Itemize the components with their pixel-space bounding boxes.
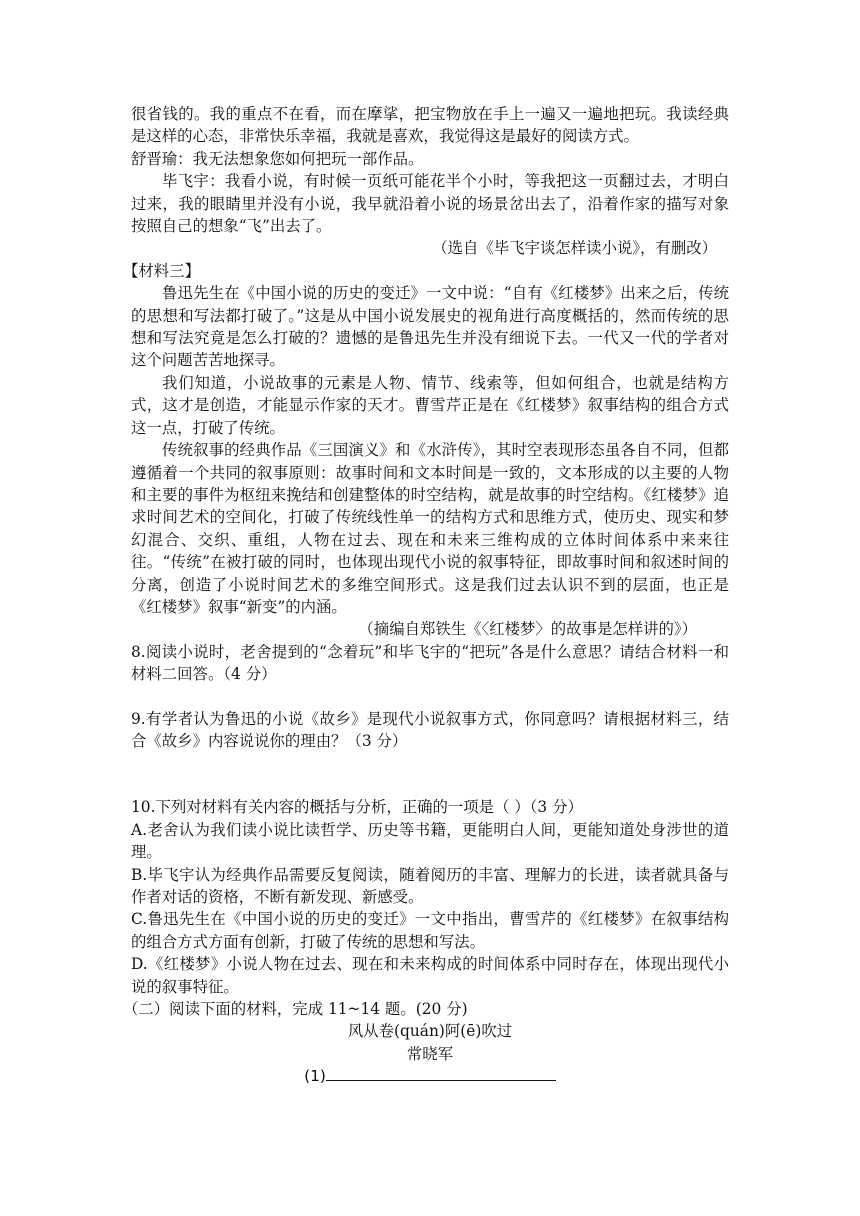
option-a: A.老舍认为我们读小说比读哲学、历史等书籍，更能明白人间，更能知道处身涉世的道理。 [131,820,729,862]
answer-blank[interactable] [326,1066,556,1081]
article-author: 常晓军 [406,1044,454,1063]
option-b: B.毕飞宇认为经典作品需要反复阅读，随着阅历的丰富、理解力的长进，读者就具备与作者对话的资格，不断有新发现、新感受。 [131,865,729,906]
paragraph-material-3-b: 我们知道，小说故事的元素是人物、情节、线索等，但如何组合，也就是结构方式，这才是创造，才能显示作家的天才。曹雪芹正是在《红楼梦》叙事结构的组合方式这一点，打破了传统。 [131,373,729,437]
answer-blank-line [131,1065,729,1087]
question-10: 10.下列对材料有关内容的概括与分析，正确的一项是（ ）（3 分） [131,798,583,817]
paragraph-material-3-a: 鲁迅先生在《中国小说的历史的变迁》一文中说：“自有《红楼梦》出来之后，传统的思想和写法都打破了。”这是从中国小说发展史的视角进行高度概括的，然而传统的思想和写法究竟是怎么打破的？遗憾的是鲁迅先生并没有细说下去。一代又一代的学者对这个问题苦苦地探寻。 [131,284,729,370]
answer-blank-label: (1) [304,1067,326,1086]
paragraph-interview-question: 舒晋瑜：我无法想象您如何把玩一部作品。 [131,149,424,168]
question-8: 8.阅读小说时，老舍提到的“念着玩”和毕飞宇的“把玩”各是什么意思？请结合材料一和材料二回答。（4 分） [131,642,729,684]
article-title: 风从卷(quán)阿(ē)吹过 [347,1022,513,1041]
question-9: 9.有学者认为鲁迅的小说《故乡》是现代小说叙事方式，你同意吗？请根据材料三，结合《故乡》内容说说你的理由？（3 分） [131,709,729,750]
material-3-heading: 【材料三】 [123,261,200,280]
section-2-intro: （二）阅读下面的材料，完成 11~14 题。(20 分) [123,1000,468,1019]
source-citation-material-3: （摘编自郑铁生《〈红楼梦〉的故事是怎样讲的》） [358,620,697,639]
document-body [123,103,729,1088]
option-d: D.《红楼梦》小说人物在过去、现在和未来构成的时间体系中同时存在，体现出现代小说的叙事特征。 [131,955,729,996]
paragraph-continued: 很省钱的。我的重点不在看，而在摩挲，把宝物放在手上一遍又一遍地把玩。我读经典是这样的心态，非常快乐幸福，我就是喜欢，我觉得这是最好的阅读方式。 [131,105,729,146]
source-citation-material-2: （选自《毕飞宇谈怎样读小说》，有删改） [432,239,717,258]
paragraph-interview-answer: 毕飞宇：我看小说，有时候一页纸可能花半个小时，等我把这一页翻过去，才明白过来，我的眼睛里并没有小说，我早就沿着小说的场景岔出去了，沿着作家的描写对象按照自己的想象“飞”出去了。 [131,172,729,236]
option-c: C.鲁迅先生在《中国小说的历史的变迁》一文中指出，曹雪芹的《红楼梦》在叙事结构的组合方式方面有创新，打破了传统的思想和写法。 [131,910,729,951]
paragraph-material-3-c: 传统叙事的经典作品《三国演义》和《水浒传》，其时空表现形态虽各自不同，但都遵循着一个共同的叙事原则：故事时间和文本时间是一致的，文本形成的以主要的人物和主要的事件为枢纽来挽结和创建整体的时空结构，就是故事的时空结构。《红楼梦》追求时间艺术的空间化，打破了传统线性单一的结构方式和思维方式，使历史、现实和梦幻混合、交织、重组，人物在过去、现在和未来三维构成的立体时间体系中来来往往。“传统”在被打破的同时，也体现出现代小说的叙事特征，即故事时间和叙述时间的分离，创造了小说时间艺术的多维空间形式。这是我们过去认识不到的层面，也正是《红楼梦》叙事“新变”的内涵。 [131,441,729,616]
